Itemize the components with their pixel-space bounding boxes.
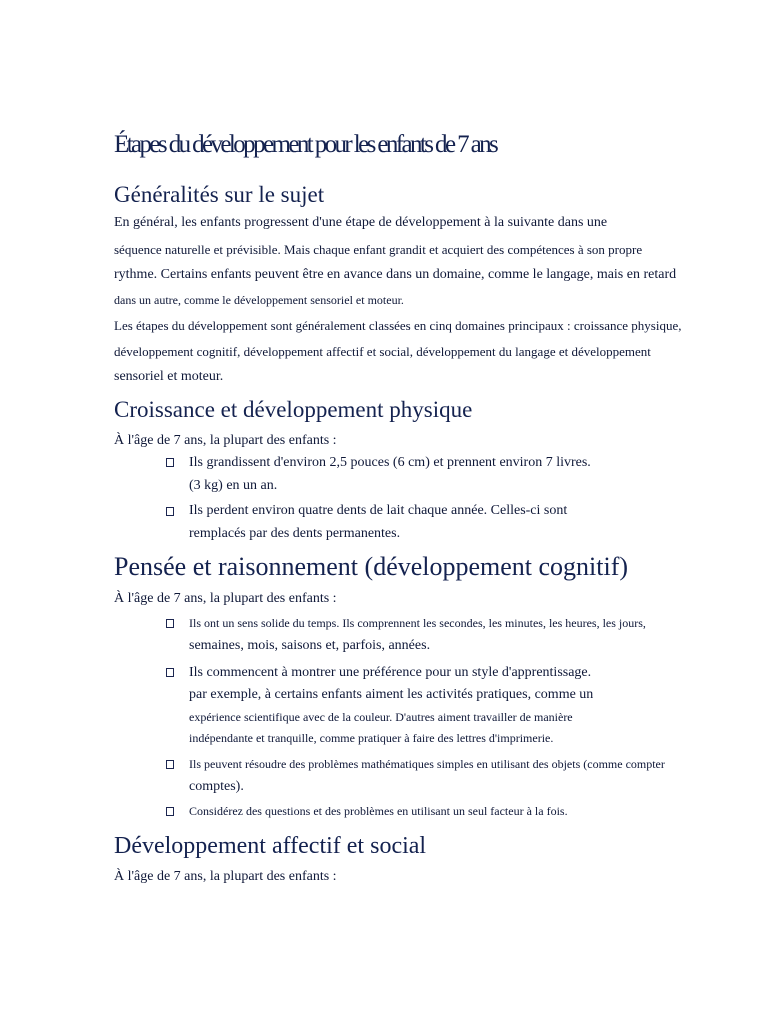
paragraph-line: En général, les enfants progressent d'une étape de développement à la suivante dans une: [114, 215, 608, 230]
bullet-line: indépendante et tranquille, comme pratiquer à faire des lettres d'imprimerie.: [189, 731, 554, 745]
bullet-line: Ils ont un sens solide du temps. Ils comprennent les secondes, les minutes, les heures, les jours,: [189, 616, 646, 630]
paragraph-line: Les étapes du développement sont généralement classées en cinq domaines principaux : croissance physique,: [114, 318, 682, 333]
bullet-line: semaines, mois, saisons et, parfois, années.: [189, 638, 431, 653]
section-heading-physical: Croissance et développement physique: [114, 397, 473, 422]
section-heading-overview: Généralités sur le sujet: [114, 182, 325, 207]
bullet-box-icon: [166, 619, 174, 628]
bullet-line: Ils grandissent d'environ 2,5 pouces (6 cm) et prennent environ 7 livres.: [189, 455, 591, 470]
bullet-line: Ils peuvent résoudre des problèmes mathématiques simples en utilisant des objets (comme compter: [189, 757, 665, 771]
section-heading-cognitive: Pensée et raisonnement (développement cognitif): [114, 552, 629, 581]
bullet-line: comptes).: [189, 779, 244, 794]
bullet-line: Considérez des questions et des problèmes en utilisant un seul facteur à la fois.: [189, 804, 568, 818]
bullet-line: par exemple, à certains enfants aiment les activités pratiques, comme un: [189, 687, 594, 702]
bullet-box-icon: [166, 760, 174, 769]
document-title: Étapes du développement pour les enfants de 7 ans: [114, 131, 497, 158]
section-intro: À l'âge de 7 ans, la plupart des enfants :: [114, 433, 337, 448]
bullet-box-icon: [166, 458, 174, 467]
paragraph-line: rythme. Certains enfants peuvent être en avance dans un domaine, comme le langage, mais en retard: [114, 267, 677, 282]
bullet-line: expérience scientifique avec de la couleur. D'autres aiment travailler de manière: [189, 710, 573, 724]
paragraph-line: dans un autre, comme le développement sensoriel et moteur.: [114, 293, 404, 307]
paragraph-line: sensoriel et moteur.: [114, 369, 224, 384]
section-intro: À l'âge de 7 ans, la plupart des enfants :: [114, 591, 337, 606]
bullet-line: (3 kg) en un an.: [189, 478, 278, 493]
bullet-line: remplacés par des dents permanentes.: [189, 526, 401, 541]
paragraph-line: développement cognitif, développement affectif et social, développement du langage et développement: [114, 344, 651, 359]
bullet-box-icon: [166, 507, 174, 516]
bullet-line: Ils perdent environ quatre dents de lait chaque année. Celles-ci sont: [189, 503, 568, 518]
paragraph-line: séquence naturelle et prévisible. Mais chaque enfant grandit et acquiert des compétences à son propre: [114, 242, 643, 257]
bullet-line: Ils commencent à montrer une préférence pour un style d'apprentissage.: [189, 665, 592, 680]
section-intro: À l'âge de 7 ans, la plupart des enfants :: [114, 869, 337, 884]
bullet-box-icon: [166, 807, 174, 816]
bullet-box-icon: [166, 668, 174, 677]
section-heading-social: Développement affectif et social: [114, 833, 427, 859]
